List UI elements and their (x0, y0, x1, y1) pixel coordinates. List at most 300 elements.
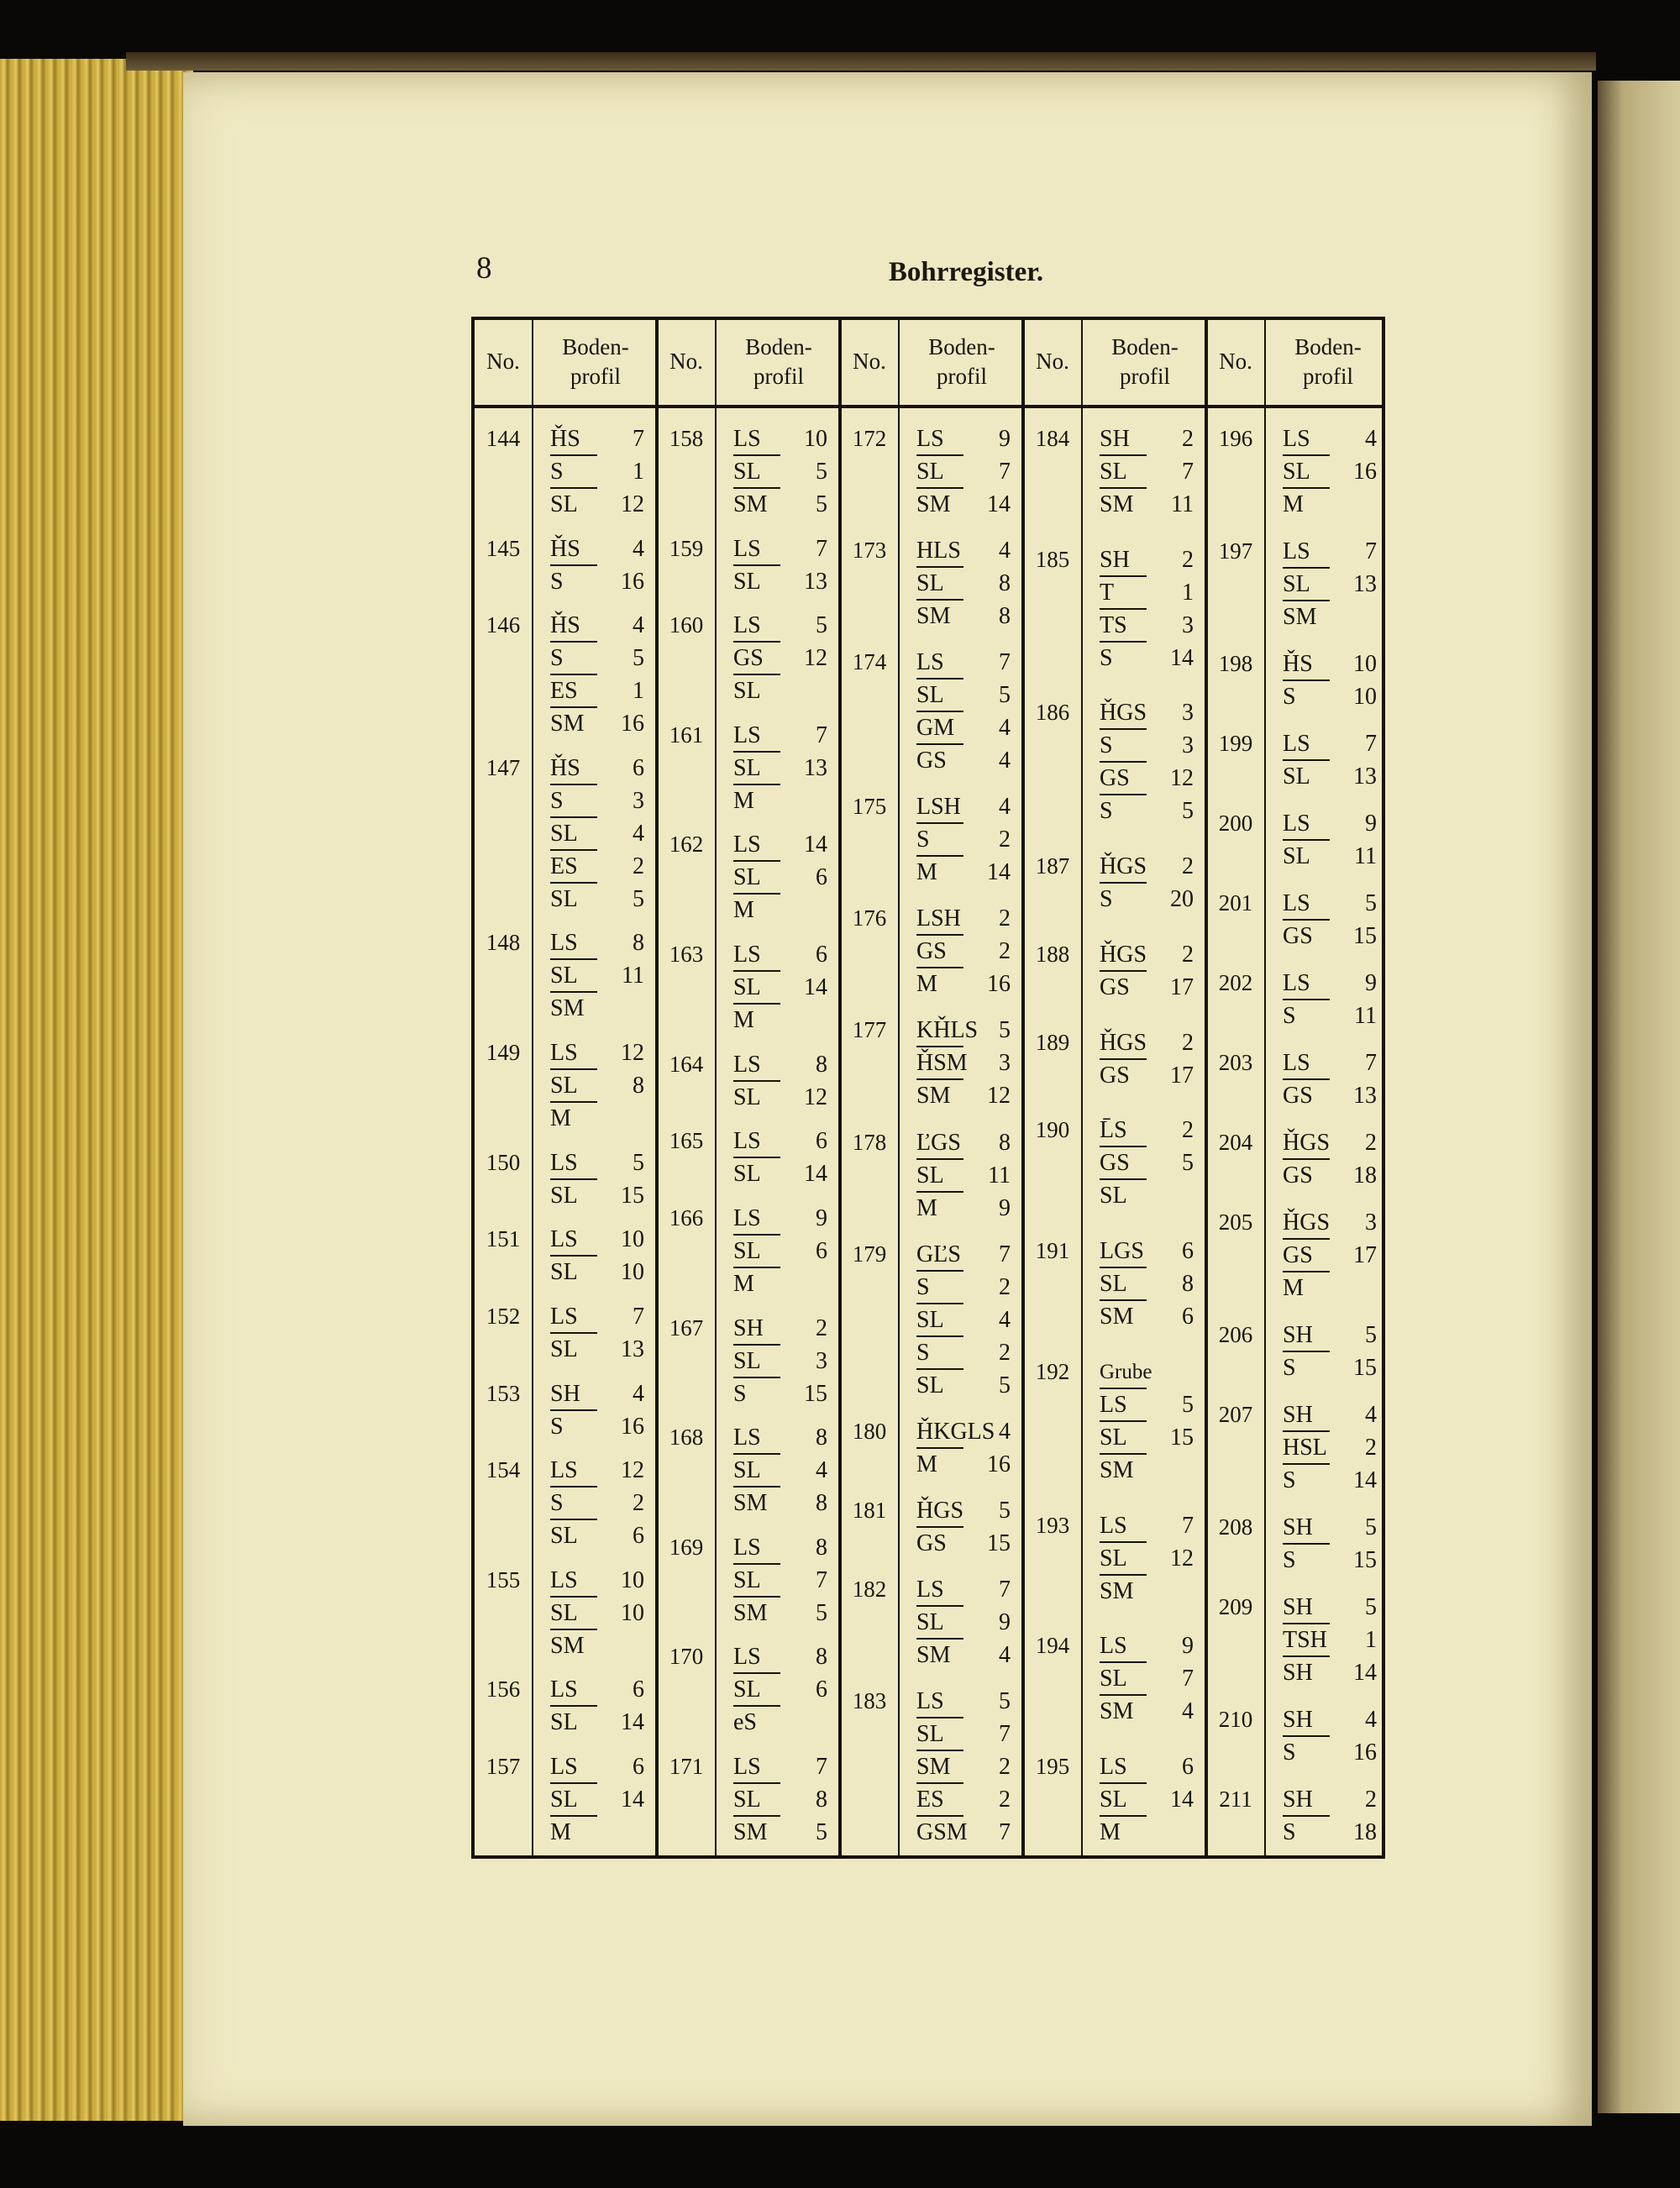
profil-layer: ȞS 6 (550, 754, 644, 781)
profil-layer: S 10 (1266, 680, 1390, 713)
profil-layer: LS 5 (733, 612, 827, 639)
profil-layer: GS 12 (1083, 762, 1207, 795)
page-title: Bohrregister. (888, 257, 1044, 287)
entry-number: 207 (1218, 1402, 1253, 1427)
boden-profil (900, 1573, 1024, 1671)
profil-layer: LS 7 (733, 721, 827, 748)
book-page-edges (0, 59, 193, 2121)
entry-number: 182 (852, 1576, 887, 1602)
entry-number: 187 (1035, 853, 1070, 879)
entry-number: 188 (1035, 941, 1070, 967)
profil-layer: SL 6 (533, 1519, 658, 1552)
profil-layer: GS 17 (1083, 971, 1207, 1004)
profil-layer: S 5 (533, 642, 658, 674)
profil-layer: SL 5 (900, 679, 1024, 711)
profil-layer: GS 18 (1266, 1159, 1390, 1192)
profil-layer: SL (717, 674, 841, 707)
profil-layer: ȞGS 2 (1100, 853, 1194, 880)
profil-layer: LS 7 (1283, 538, 1377, 564)
entry-number: 201 (1218, 890, 1253, 916)
entry-number: 183 (852, 1688, 887, 1713)
profil-layer: ES 1 (533, 674, 658, 707)
profil-layer: SM 14 (900, 488, 1024, 521)
profil-layer: ȞS 10 (1283, 651, 1377, 677)
profil-layer: SL 16 (1266, 455, 1390, 488)
entry-number: 155 (486, 1566, 521, 1592)
entry-number: 161 (669, 721, 704, 748)
header-no-1: No. (486, 349, 520, 375)
boden-profil (1266, 1206, 1390, 1304)
boden-profil (1083, 696, 1207, 827)
boden-profil (1266, 1591, 1390, 1689)
boden-profil (1266, 1703, 1390, 1769)
boden-profil (1083, 938, 1207, 1004)
header-no-5: No. (1219, 349, 1252, 375)
boden-profil (533, 1146, 658, 1212)
profil-layer: LS 9 (1100, 1633, 1194, 1660)
profil-layer: LS 7 (550, 1303, 644, 1330)
page-number: 8 (476, 251, 492, 286)
profil-layer: LS 6 (550, 1754, 644, 1780)
boden-profil (533, 1564, 658, 1662)
boden-profil (533, 1377, 658, 1443)
profil-layer: M (717, 1267, 841, 1300)
profil-layer: LS 9 (1283, 970, 1377, 996)
profil-layer: SL 13 (1266, 760, 1390, 793)
profil-layer: SH 5 (1283, 1594, 1377, 1620)
boden-profil (1083, 1629, 1207, 1728)
profil-layer: SL 15 (533, 1179, 658, 1212)
profil-layer: SM 5 (717, 1816, 841, 1849)
boden-profil (1266, 967, 1390, 1032)
entry-number: 192 (1035, 1358, 1070, 1384)
profil-layer: M (1266, 1272, 1390, 1304)
profil-layer: SH 2 (1100, 546, 1194, 573)
profil-layer: M 16 (900, 1448, 1024, 1481)
profil-layer: S 20 (1083, 883, 1207, 916)
profil-layer: SL 4 (717, 1454, 841, 1487)
profil-layer: SM 12 (900, 1079, 1024, 1112)
boden-profil (900, 1126, 1024, 1225)
profil-layer: SL 15 (1083, 1421, 1207, 1454)
boden-profil (1266, 1783, 1390, 1849)
profil-layer: SM 4 (900, 1639, 1024, 1671)
profil-layer: HSL 2 (1266, 1431, 1390, 1464)
profil-layer: LS 6 (1100, 1754, 1194, 1780)
profil-layer: SL 4 (900, 1304, 1024, 1336)
profil-layer: M (717, 784, 841, 817)
profil-layer: M (533, 1816, 658, 1849)
profil-layer: SL 14 (533, 1706, 658, 1739)
profil-layer: SL 9 (900, 1606, 1024, 1639)
boden-profil (900, 1494, 1024, 1560)
profil-layer: SM 6 (1083, 1300, 1207, 1333)
profil-layer: L̄S 2 (1100, 1117, 1194, 1144)
boden-profil (1266, 1126, 1390, 1192)
profil-layer: SL 3 (717, 1345, 841, 1377)
header-bodenprofil-2: Boden- profil (745, 333, 812, 389)
profil-layer: SL 13 (533, 1333, 658, 1366)
entry-number: 180 (852, 1418, 887, 1444)
boden-profil (717, 1421, 841, 1519)
entry-number: 178 (852, 1129, 887, 1155)
entry-number: 150 (486, 1149, 521, 1175)
entry-number: 185 (1035, 546, 1070, 572)
profil-layer: SL 12 (717, 1081, 841, 1114)
profil-layer: SM 8 (900, 600, 1024, 632)
boden-profil (900, 1415, 1024, 1481)
profil-layer: ȞS 4 (550, 535, 644, 562)
boden-profil (717, 533, 841, 598)
profil-layer: GĽS 7 (916, 1241, 1011, 1267)
profil-layer: SH 4 (1283, 1707, 1377, 1733)
profil-layer: M (533, 1102, 658, 1135)
profil-layer: LS 10 (550, 1226, 644, 1253)
boden-profil (900, 534, 1024, 632)
profil-layer: KȞLS 5 (916, 1017, 1011, 1044)
profil-layer: SH 4 (1283, 1402, 1377, 1428)
profil-layer: M 16 (900, 968, 1024, 1000)
entry-number: 154 (486, 1457, 521, 1483)
profil-layer: LS 12 (550, 1457, 644, 1484)
entry-number: 194 (1035, 1633, 1070, 1659)
boden-profil (717, 1048, 841, 1114)
entry-number: 145 (486, 535, 521, 561)
entry-number: 205 (1218, 1209, 1253, 1235)
boden-profil (1083, 543, 1207, 674)
profil-layer: SM 2 (900, 1750, 1024, 1783)
profil-layer: SH 2 (1283, 1787, 1377, 1813)
profil-layer: S 1 (533, 455, 658, 488)
profil-layer: LS 8 (733, 1644, 827, 1671)
boden-profil (717, 1531, 841, 1629)
profil-layer: HLS 4 (916, 538, 1011, 564)
profil-layer: ȞKGLS 4 (916, 1418, 1011, 1445)
profil-layer: LS 8 (733, 1534, 827, 1561)
profil-layer: SL 7 (717, 1564, 841, 1597)
profil-layer: S 3 (1083, 729, 1207, 762)
profil-layer: eS (717, 1706, 841, 1739)
entry-number: 167 (669, 1314, 704, 1341)
entry-number: 202 (1218, 970, 1253, 995)
profil-layer: M 9 (900, 1192, 1024, 1225)
profil-layer: SL 12 (1083, 1542, 1207, 1575)
boden-profil (1266, 727, 1390, 793)
entry-number: 162 (669, 832, 704, 858)
profil-layer: M (717, 1004, 841, 1036)
profil-layer: SL 10 (533, 1256, 658, 1288)
profil-layer: S 15 (1266, 1351, 1390, 1384)
profil-layer: SM 5 (717, 1597, 841, 1629)
profil-layer: M (1266, 488, 1390, 521)
profil-layer: S 15 (717, 1377, 841, 1410)
profil-layer: LS 6 (733, 942, 827, 968)
entry-number: 198 (1218, 651, 1253, 676)
header-bodenprofil-5: Boden- profil (1294, 333, 1362, 389)
boden-profil (1083, 850, 1207, 916)
profil-layer: LS 10 (733, 426, 827, 452)
entry-number: 175 (852, 794, 887, 820)
profil-layer: LS 7 (1283, 731, 1377, 757)
boden-profil (1083, 422, 1207, 521)
entry-number: 165 (669, 1128, 704, 1154)
profil-layer: M 14 (900, 856, 1024, 889)
entry-number: 149 (486, 1040, 521, 1066)
profil-layer: M (717, 894, 841, 926)
profil-layer: SM 11 (1083, 488, 1207, 521)
entry-number: 176 (852, 905, 887, 931)
profil-layer: LSH 2 (916, 905, 1011, 932)
boden-profil (533, 533, 658, 598)
profil-layer: TS 3 (1083, 609, 1207, 642)
profil-layer: SL 14 (717, 971, 841, 1004)
entry-number: 209 (1218, 1594, 1253, 1619)
profil-layer: SL 8 (1083, 1267, 1207, 1300)
boden-profil (533, 752, 658, 916)
boden-profil (533, 1673, 658, 1739)
profil-layer: S 14 (1266, 1464, 1390, 1497)
entry-number: 189 (1035, 1029, 1070, 1055)
entry-number: 157 (486, 1754, 521, 1779)
profil-layer: M (1083, 1816, 1207, 1849)
profil-layer: ȞGS 2 (1283, 1130, 1377, 1156)
boden-profil (717, 609, 841, 707)
profil-layer: LS 5 (1083, 1388, 1207, 1421)
profil-layer: SL 11 (533, 959, 658, 992)
boden-profil (900, 902, 1024, 1000)
profil-layer: LS 7 (916, 649, 1011, 676)
profil-layer: GS 17 (1266, 1239, 1390, 1272)
profil-layer: SM (1266, 601, 1390, 633)
entry-number: 190 (1035, 1117, 1070, 1143)
boden-profil (900, 790, 1024, 889)
entry-number: 177 (852, 1017, 887, 1043)
profil-layer: SL 7 (1083, 1662, 1207, 1695)
profil-layer: LS 14 (733, 832, 827, 858)
profil-layer: ȞGS 2 (1100, 1029, 1194, 1056)
entry-number: 174 (852, 649, 887, 675)
profil-layer: S 15 (1266, 1544, 1390, 1577)
profil-layer: LS 5 (1283, 890, 1377, 916)
entry-number: 204 (1218, 1130, 1253, 1155)
profil-layer: ES 2 (533, 850, 658, 883)
profil-layer: ȞSM 3 (900, 1047, 1024, 1079)
profil-layer: LS 9 (916, 426, 1011, 452)
boden-profil (533, 1036, 658, 1135)
profil-layer: SL 4 (533, 817, 658, 850)
profil-layer: S 18 (1266, 1816, 1390, 1849)
entry-number: 203 (1218, 1050, 1253, 1075)
boden-profil (1266, 648, 1390, 713)
profil-layer: SL 13 (717, 565, 841, 598)
entry-number: 151 (486, 1226, 521, 1252)
entry-number: 147 (486, 754, 521, 780)
entry-number: 208 (1218, 1514, 1253, 1540)
profil-layer: T 1 (1083, 576, 1207, 609)
entry-number: 181 (852, 1497, 887, 1523)
profil-layer: GS 12 (717, 642, 841, 674)
profil-layer: LS 7 (916, 1576, 1011, 1603)
profil-layer: GS 13 (1266, 1079, 1390, 1112)
entry-number: 160 (669, 612, 704, 638)
profil-layer: SL 11 (1266, 840, 1390, 873)
boden-profil (533, 1223, 658, 1288)
profil-layer: SH 2 (733, 1314, 827, 1341)
profil-layer: ȞS 4 (550, 612, 644, 639)
boden-profil (1266, 1047, 1390, 1112)
boden-profil (1266, 887, 1390, 952)
header-bodenprofil-3: Boden- profil (928, 333, 995, 389)
profil-layer: ȞGS 5 (916, 1497, 1011, 1524)
profil-layer: LS 8 (733, 1051, 827, 1078)
profil-layer: LS 5 (916, 1688, 1011, 1714)
bohrregister-table (471, 317, 1385, 1859)
profil-layer: ȞS 7 (550, 426, 644, 452)
profil-layer: S 5 (1083, 795, 1207, 827)
profil-layer: SL 7 (900, 455, 1024, 488)
boden-profil (1083, 1509, 1207, 1608)
profil-layer: SM 16 (533, 707, 658, 740)
profil-layer: LS 4 (1283, 426, 1377, 452)
profil-layer: SL 13 (717, 752, 841, 784)
boden-profil (533, 1454, 658, 1552)
profil-layer: LS 8 (733, 1425, 827, 1451)
profil-layer: LS 9 (733, 1204, 827, 1231)
profil-layer: S 3 (533, 784, 658, 817)
profil-layer: S 14 (1083, 642, 1207, 674)
profil-layer: S 2 (533, 1487, 658, 1519)
header-no-2: No. (669, 349, 703, 375)
profil-layer: LS 7 (733, 535, 827, 562)
profil-layer: LS 7 (1283, 1050, 1377, 1076)
profil-layer: LS 8 (550, 930, 644, 957)
profil-layer: TSH 1 (1266, 1624, 1390, 1656)
profil-layer: GS 15 (900, 1527, 1024, 1560)
header-rule (475, 405, 1382, 408)
profil-layer: GS 2 (900, 935, 1024, 968)
boden-profil (1266, 422, 1390, 521)
profil-layer: SH 5 (1283, 1514, 1377, 1540)
profil-layer: SL 7 (1083, 455, 1207, 488)
profil-layer: ĽGS 8 (916, 1129, 1011, 1156)
entry-number: 179 (852, 1241, 887, 1267)
entry-number: 158 (669, 426, 704, 451)
boden-profil (533, 609, 658, 740)
profil-layer: SH 14 (1266, 1656, 1390, 1689)
profil-layer: GSM 7 (900, 1816, 1024, 1849)
entry-number: 191 (1035, 1238, 1070, 1264)
profil-layer: SL 5 (533, 883, 658, 916)
boden-profil (533, 1750, 658, 1849)
profil-layer: SL 14 (533, 1783, 658, 1816)
profil-layer: SL 5 (900, 1369, 1024, 1402)
entry-number: 159 (669, 535, 704, 561)
boden-profil (717, 422, 841, 521)
boden-profil (1083, 1026, 1207, 1092)
profil-layer: SL 10 (533, 1597, 658, 1629)
profil-layer: ȞGS 3 (1283, 1209, 1377, 1236)
profil-layer: LGS 6 (1100, 1238, 1194, 1265)
entry-number: 184 (1035, 426, 1070, 451)
boden-profil (1266, 1319, 1390, 1384)
profil-layer: SH 2 (1100, 426, 1194, 452)
profil-layer: SL 14 (1083, 1783, 1207, 1816)
entry-number: 172 (852, 426, 887, 451)
boden-profil (717, 828, 841, 926)
profil-layer: SL 6 (717, 1235, 841, 1267)
profil-layer: LSH 4 (916, 794, 1011, 821)
entry-number: 171 (669, 1754, 704, 1779)
profil-layer: S 2 (900, 1271, 1024, 1304)
entry-number: 186 (1035, 700, 1070, 726)
boden-profil (1266, 807, 1390, 873)
profil-layer: LS 10 (550, 1566, 644, 1593)
boden-profil (717, 719, 841, 817)
facing-page-edge (1598, 81, 1680, 2113)
boden-profil (900, 1238, 1024, 1402)
entry-number: 196 (1218, 426, 1253, 451)
entry-number: 169 (669, 1534, 704, 1560)
entry-number: 168 (669, 1425, 704, 1451)
entry-number: 173 (852, 538, 887, 564)
profil-layer: GS 17 (1083, 1059, 1207, 1092)
profil-layer: LS 5 (550, 1149, 644, 1176)
entry-number: 166 (669, 1204, 704, 1230)
profil-layer: SM (1083, 1575, 1207, 1608)
boden-profil (533, 926, 658, 1025)
entry-number: 200 (1218, 811, 1253, 836)
profil-layer: SL 6 (717, 861, 841, 894)
entry-number: 146 (486, 612, 521, 638)
entry-number: 152 (486, 1303, 521, 1329)
entry-number: 163 (669, 942, 704, 968)
boden-profil (1083, 1235, 1207, 1333)
boden-profil (717, 1312, 841, 1410)
profil-layer: LS 9 (1283, 811, 1377, 837)
boden-profil (1266, 1398, 1390, 1497)
profil-layer: SL 8 (533, 1069, 658, 1102)
entry-number: 210 (1218, 1707, 1253, 1732)
profil-layer: SL 8 (900, 567, 1024, 600)
profil-layer: ȞGS 2 (1100, 941, 1194, 968)
boden-profil (1083, 1750, 1207, 1849)
profil-layer: SL 12 (533, 488, 658, 521)
header-no-4: No. (1036, 349, 1069, 375)
header-no-3: No. (853, 349, 886, 375)
profil-layer: SL 13 (1266, 568, 1390, 601)
profil-layer: S 16 (1266, 1736, 1390, 1769)
profil-layer: SL 8 (717, 1783, 841, 1816)
entry-number: 199 (1218, 731, 1253, 756)
boden-profil (1083, 1114, 1207, 1212)
profil-layer: SM 8 (717, 1487, 841, 1519)
boden-profil (717, 1750, 841, 1849)
boden-profil (717, 1640, 841, 1739)
profil-layer: SM (533, 992, 658, 1025)
entry-number: 153 (486, 1380, 521, 1406)
entry-number: 164 (669, 1051, 704, 1077)
profil-layer: SL 11 (900, 1159, 1024, 1192)
profil-layer: SH 4 (550, 1380, 644, 1407)
profil-layer: S 16 (533, 565, 658, 598)
profil-layer: LS 12 (550, 1040, 644, 1067)
entry-number: 195 (1035, 1754, 1070, 1779)
profil-layer: GS 15 (1266, 920, 1390, 952)
boden-profil (900, 1685, 1024, 1849)
entry-number: 170 (669, 1644, 704, 1670)
boden-profil (717, 938, 841, 1036)
profil-layer: SL 7 (900, 1718, 1024, 1750)
